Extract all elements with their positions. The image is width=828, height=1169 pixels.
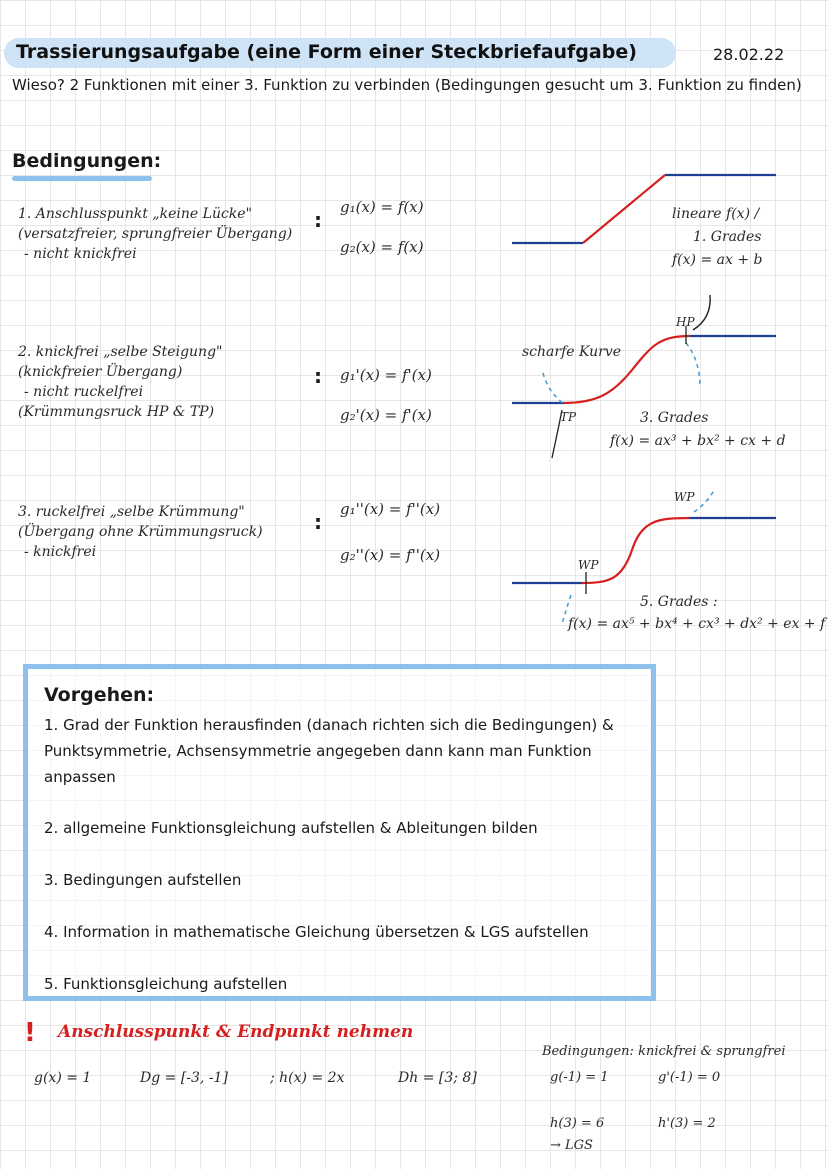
graph-3-wp-top-label: WP [674, 490, 695, 504]
condition-1-line-1: 1. Anschlusspunkt „keine Lücke" [18, 206, 253, 222]
note-conditions-heading: Bedingungen: knickfrei & sprungfrei [542, 1044, 786, 1059]
condition-3-eq-2: g₂''(x) = f''(x) [340, 546, 441, 564]
graph-1-note-1: lineare f(x) / [672, 206, 760, 222]
note-condition-h-prime: h'(3) = 2 [658, 1116, 716, 1131]
note-condition-g: g(-1) = 1 [550, 1070, 609, 1085]
procedure-step-1: 1. Grad der Funktion herausfinden (danach richten sich die Bedingungen) & Punktsymmetrie, Achsensymmetrie angegeben dann kann man Funktion anpassen [44, 716, 614, 786]
procedure-step-3: 3. Bedingungen aufstellen [44, 871, 242, 889]
condition-2-colon: : [314, 364, 322, 388]
graph-3-note-eq: f(x) = ax⁵ + bx⁴ + cx³ + dx² + ex + f [568, 616, 826, 632]
condition-2-line-2: (knickfreier Übergang) [18, 364, 183, 380]
graph-1-note-2: 1. Grades [693, 229, 762, 245]
condition-1-eq-1: g₁(x) = f(x) [340, 198, 424, 216]
graph-2-note-eq: f(x) = ax³ + bx² + cx + d [610, 433, 786, 449]
conditions-heading: Bedingungen: [12, 150, 162, 172]
date-label: 28.02.22 [713, 45, 785, 64]
condition-1-line-3: - nicht knickfrei [24, 246, 137, 262]
procedure-heading: Vorgehen: [44, 684, 155, 706]
procedure-step-5: 5. Funktionsgleichung aufstellen [44, 975, 288, 993]
condition-3-colon: : [314, 510, 322, 534]
note-h-function: ; h(x) = 2x [270, 1070, 345, 1086]
note-condition-h: h(3) = 6 [550, 1116, 605, 1131]
intro-text: Wieso? 2 Funktionen mit einer 3. Funktion zu verbinden (Bedingungen gesucht um 3. Funktion zu finden) [12, 76, 802, 94]
page-title: Trassierungsaufgabe (eine Form einer Steckbriefaufgabe) [16, 41, 637, 63]
condition-3-line-3: - knickfrei [24, 544, 97, 560]
condition-2-eq-2: g₂'(x) = f'(x) [340, 406, 432, 424]
condition-1-eq-2: g₂(x) = f(x) [340, 238, 424, 256]
condition-2-eq-1: g₁'(x) = f'(x) [340, 366, 432, 384]
note-h-domain: Dh = [3; 8] [398, 1070, 477, 1086]
condition-1-colon: : [314, 208, 322, 232]
graph-2-note-scharfe: scharfe Kurve [522, 344, 622, 360]
condition-2-line-1: 2. knickfrei „selbe Steigung" [18, 344, 223, 360]
note-headline: Anschlusspunkt & Endpunkt nehmen [58, 1022, 414, 1042]
note-g-function: g(x) = 1 [34, 1070, 92, 1086]
exclamation-mark: ! [24, 1018, 36, 1048]
graph-3-wp-bottom-label: WP [578, 558, 599, 572]
graph-2-hp-label: HP [676, 315, 695, 329]
procedure-step-2: 2. allgemeine Funktionsgleichung aufstellen & Ableitungen bilden [44, 819, 538, 837]
graph-3-note-grad: 5. Grades : [640, 594, 718, 610]
note-lgs: → LGS [550, 1138, 593, 1153]
graph-2-note-grad: 3. Grades [640, 410, 709, 426]
condition-3-eq-1: g₁''(x) = f''(x) [340, 500, 441, 518]
condition-2-line-4: (Krümmungsruck HP & TP) [18, 404, 215, 420]
note-condition-g-prime: g'(-1) = 0 [658, 1070, 721, 1085]
graph-2-tp-label: TP [560, 410, 577, 424]
graph-1-note-3: f(x) = ax + b [672, 252, 763, 268]
procedure-step-4: 4. Information in mathematische Gleichung übersetzen & LGS aufstellen [44, 923, 589, 941]
note-g-domain: Dg = [-3, -1] [140, 1070, 228, 1086]
condition-3-line-1: 3. ruckelfrei „selbe Krümmung" [18, 504, 245, 520]
condition-2-line-3: - nicht ruckelfrei [24, 384, 144, 400]
condition-1-line-2: (versatzfreier, sprungfreier Übergang) [18, 226, 293, 242]
condition-3-line-2: (Übergang ohne Krümmungsruck) [18, 524, 263, 540]
